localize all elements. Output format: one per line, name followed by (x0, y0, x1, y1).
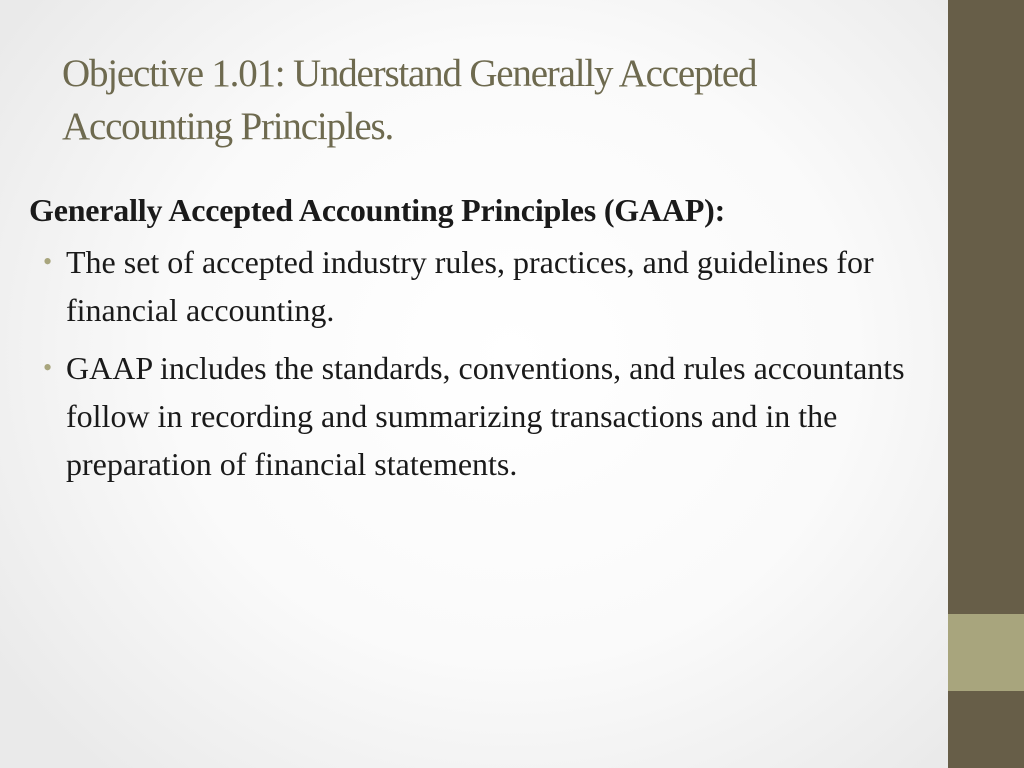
bullet-item (29, 344, 929, 488)
bullet-list (29, 238, 929, 488)
slide-title: Objective 1.01: Understand Generally Accepted Accounting Principles. (62, 52, 757, 148)
bullet-marker: • (43, 247, 53, 276)
bullet-text: GAAP includes the standards, conventions, and rules accountants follow in recording and summarizing transactions and in the preparation of financial statements. (66, 350, 905, 482)
bullet-item (29, 238, 929, 334)
side-bar-accent-block (948, 614, 1024, 691)
slide-content (29, 186, 929, 498)
bullet-marker: • (43, 353, 53, 382)
bullet-text: The set of accepted industry rules, practices, and guidelines for financial accounting. (66, 244, 874, 328)
content-heading: Generally Accepted Accounting Principles (GAAP): (29, 192, 726, 228)
